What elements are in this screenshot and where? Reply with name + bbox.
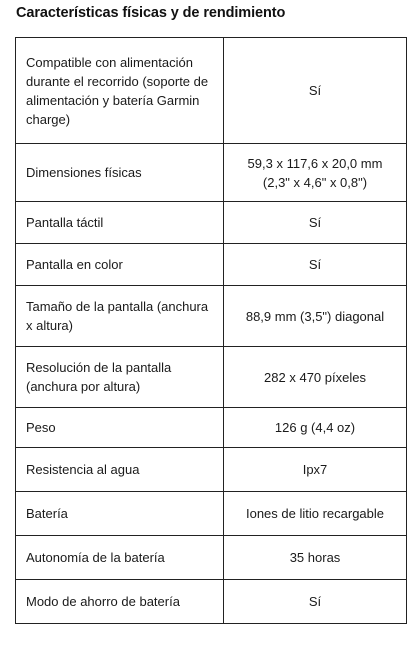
spec-label: Batería (16, 492, 224, 536)
spec-label: Peso (16, 408, 224, 448)
spec-value: Sí (224, 202, 407, 244)
table-row (16, 536, 407, 580)
table-row (16, 144, 407, 202)
dimensions-metric: 59,3 x 117,6 x 20,0 mm (247, 155, 383, 171)
spec-value: 88,9 mm (3,5") diagonal (224, 286, 407, 347)
table-row (16, 580, 407, 624)
spec-value (224, 144, 407, 202)
spec-label: Resistencia al agua (16, 448, 224, 492)
specs-table (15, 37, 407, 624)
table-row (16, 202, 407, 244)
spec-label: Tamaño de la pantalla (anchura x altura) (16, 286, 224, 347)
spec-label: Dimensiones físicas (16, 144, 224, 202)
spec-label: Compatible con alimentación durante el recorrido (soporte de alimentación y batería Garmin charge) (16, 38, 224, 144)
spec-value: 35 horas (224, 536, 407, 580)
dimensions-imperial: (2,3" x 4,6" x 0,8") (262, 174, 368, 190)
table-row (16, 38, 407, 144)
spec-label: Pantalla en color (16, 244, 224, 286)
spec-label: Modo de ahorro de batería (16, 580, 224, 624)
table-row (16, 448, 407, 492)
table-row (16, 286, 407, 347)
table-row (16, 347, 407, 408)
spec-label: Pantalla táctil (16, 202, 224, 244)
page-title: Características físicas y de rendimiento (16, 5, 286, 21)
spec-value: Ipx7 (224, 448, 407, 492)
spec-label: Resolución de la pantalla (anchura por altura) (16, 347, 224, 408)
table-row (16, 492, 407, 536)
spec-label: Autonomía de la batería (16, 536, 224, 580)
spec-value: Iones de litio recargable (224, 492, 407, 536)
spec-value: Sí (224, 580, 407, 624)
table-row (16, 244, 407, 286)
spec-value: Sí (224, 244, 407, 286)
spec-value: 282 x 470 píxeles (224, 347, 407, 408)
table-row (16, 408, 407, 448)
spec-value: 126 g (4,4 oz) (224, 408, 407, 448)
spec-value: Sí (224, 38, 407, 144)
